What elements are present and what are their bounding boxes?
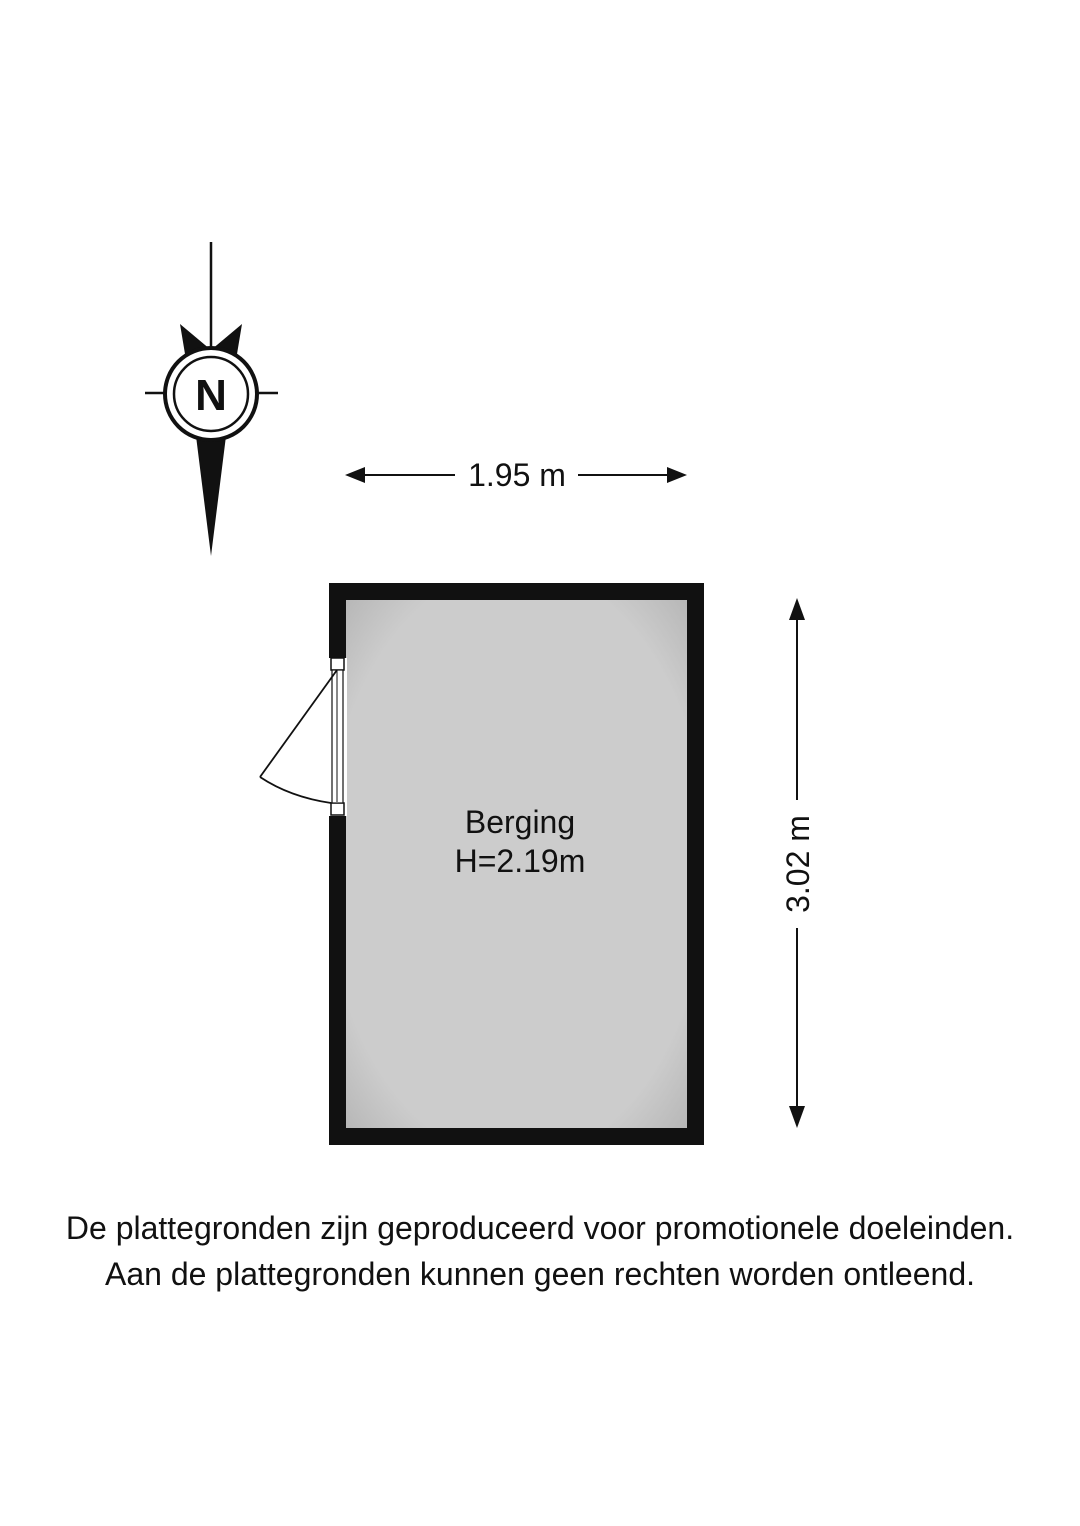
width-arrow-right-icon [667, 467, 687, 483]
compass-south-needle [196, 436, 226, 556]
depth-label: 3.02 m [780, 815, 816, 913]
depth-arrow-down-icon [789, 1106, 805, 1128]
room-height: H=2.19m [454, 843, 586, 879]
compass-rose [145, 242, 278, 556]
width-arrow-left-icon [345, 467, 365, 483]
width-label: 1.95 m [468, 457, 566, 493]
depth-dimension [780, 598, 816, 1128]
disclaimer-line-1: De plattegronden zijn geproduceerd voor promotionele doeleinden. [65, 1210, 1015, 1246]
width-dimension [345, 457, 687, 493]
room-berging [260, 583, 704, 1145]
depth-arrow-up-icon [789, 598, 805, 620]
compass-north-label: N [195, 371, 227, 420]
disclaimer [0, 1205, 1080, 1297]
disclaimer-line-2: Aan de plattegronden kunnen geen rechten worden ontleend. [104, 1256, 975, 1292]
door-swing [260, 670, 337, 803]
room-name: Berging [464, 804, 576, 840]
